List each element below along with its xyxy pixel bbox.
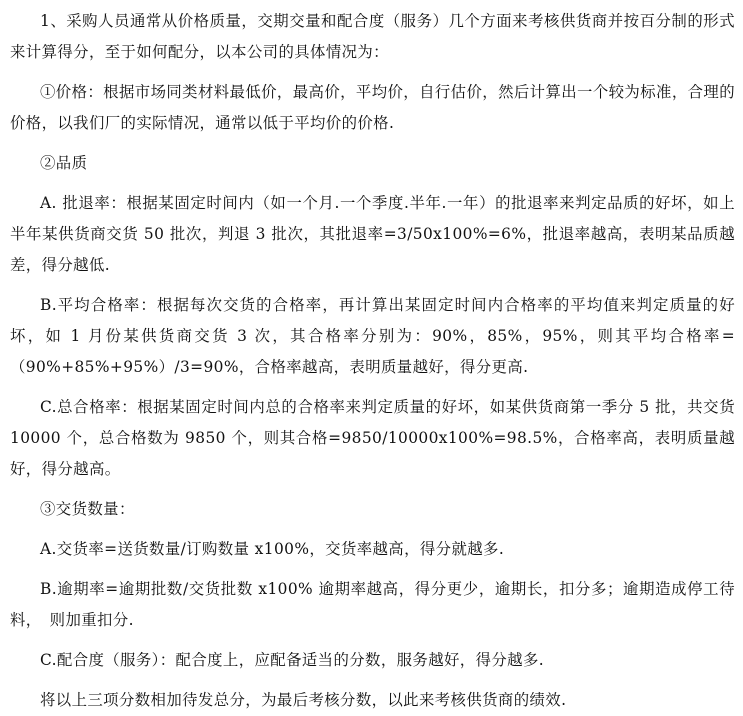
paragraph-cooperation: C.配合度（服务）：配合度上，应配备适当的分数，服务越好，得分越多.	[40, 651, 545, 669]
paragraph-overdue-rate: B.逾期率=逾期批数/交货批数 x100% 逾期率越高，得分更少，逾期长，扣分多；逾期造成停工待料， 则加重扣分.	[10, 580, 735, 629]
paragraph-total-pass-rate: C.总合格率：根据某固定时间内总的合格率来判定质量的好坏，如某供货商第一季分 5 批，共交货 10000 个，总合格数为 9850 个，则其合格=9850/10000x100%=98.5%，合格率高，表明质量越好，得分越高。	[10, 398, 735, 478]
paragraph-price: ①价格：根据市场同类材料最低价，最高价，平均价，自行估价，然后计算出一个较为标准，合理的价格，以我们厂的实际情况，通常以低于平均价的价格.	[10, 83, 735, 132]
paragraph-delivery-heading: ③交货数量：	[40, 500, 135, 518]
paragraph-conclusion: 将以上三项分数相加待发总分，为最后考核分数，以此来考核供货商的绩效.	[40, 691, 567, 709]
paragraph-quality-heading: ②品质	[40, 154, 88, 172]
paragraph-intro: 1、采购人员通常从价格质量，交期交量和配合度（服务）几个方面来考核供货商并按百分制的形式来计算得分，至于如何配分，以本公司的具体情况为：	[10, 12, 735, 61]
paragraph-reject-rate: A. 批退率：根据某固定时间内（如一个月.一个季度.半年.一年）的批退率来判定品质的好坏，如上半年某供货商交货 50 批次，判退 3 批次，其批退率=3/50x100%=6%，批退率越高，表明某品质越差，得分越低.	[10, 194, 735, 274]
paragraph-delivery-rate: A.交货率=送货数量/订购数量 x100%，交货率越高，得分就越多.	[40, 540, 505, 558]
paragraph-average-pass-rate: B.平均合格率：根据每次交货的合格率，再计算出某固定时间内合格率的平均值来判定质量的好坏，如 1 月份某供货商交货 3 次，其合格率分别为：90%，85%，95%，则其平均合格率=（90%+85%+95%）/3=90%，合格率越高，表明质量越好，得分更高.	[10, 296, 735, 376]
